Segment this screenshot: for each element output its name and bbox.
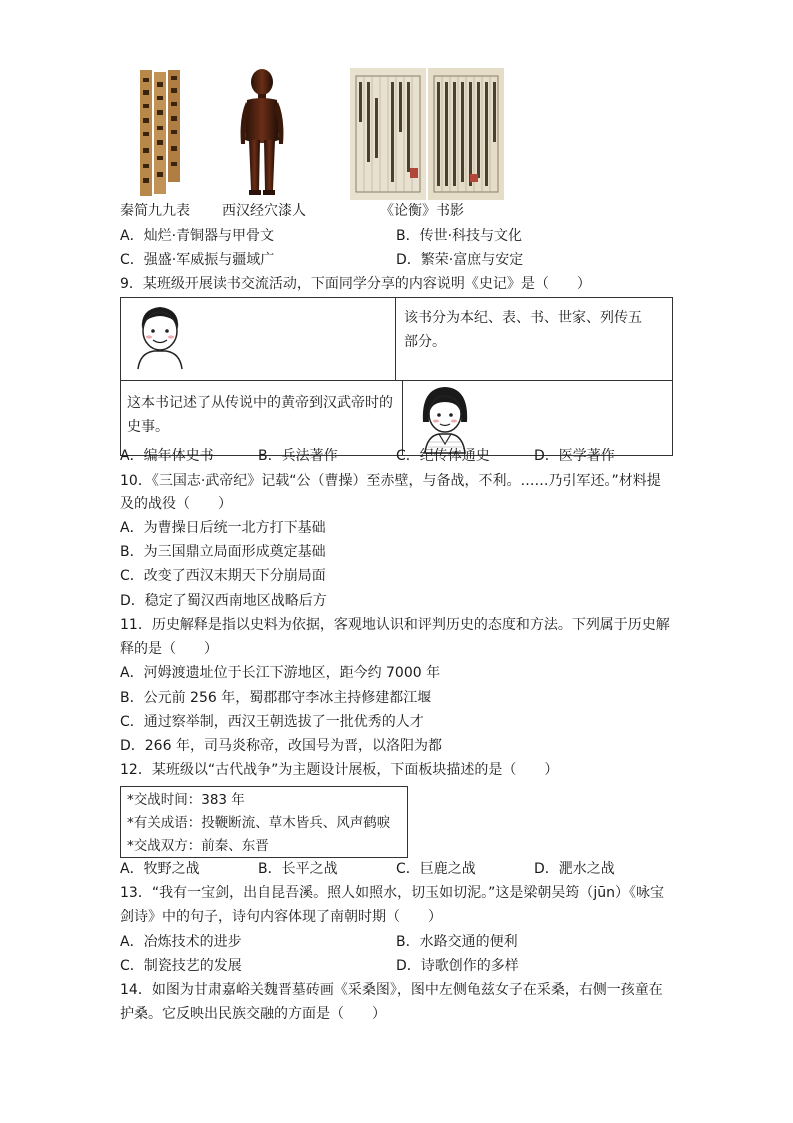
q9-girl-cell — [403, 381, 672, 455]
q13-option-c[interactable]: C．制瓷技艺的发展 — [120, 958, 242, 974]
boy-avatar-icon — [130, 301, 190, 371]
q12-box-line-3: *交战双方：前秦、东晋 — [127, 838, 269, 854]
q9-boy-cell — [121, 298, 396, 381]
q9-row-2 — [121, 381, 673, 456]
caption-lunheng: 《论衡》书影 — [380, 203, 464, 219]
q13-stem-line-1: 13．“我有一宝剑，出自昆吾溪。照人如照水，切玉如切泥。”这是梁朝吴筠（jūn）《咏宝 — [120, 885, 664, 901]
q12-box-line-1: *交战时间：383 年 — [127, 792, 245, 808]
q9-speech-1-cell — [396, 298, 673, 381]
q14-stem-line-2: 护桑。它反映出民族交融的方面是（ ） — [120, 1006, 386, 1022]
q8-option-a[interactable]: A．灿烂·青铜器与甲骨文 — [120, 228, 275, 244]
q11-option-a[interactable]: A．河姆渡遗址位于长江下游地区，距今约 7000 年 — [120, 665, 441, 681]
q10-option-d[interactable]: D．稳定了蜀汉西南地区战略后方 — [120, 593, 327, 609]
q9-option-a[interactable]: A．编年体史书 — [120, 448, 214, 464]
q9-option-d[interactable]: D．医学著作 — [534, 448, 615, 464]
q10-option-b[interactable]: B．为三国鼎立局面形成奠定基础 — [120, 544, 326, 560]
q10-option-a[interactable]: A．为曹操日后统一北方打下基础 — [120, 520, 326, 536]
q9-option-b[interactable]: B．兵法著作 — [258, 448, 338, 464]
girl-avatar-icon — [415, 382, 475, 454]
lunheng-book-image — [350, 68, 504, 200]
lacquer-figure-image — [233, 68, 291, 200]
q8-option-d[interactable]: D．繁荣·富庶与安定 — [396, 252, 524, 268]
q14-stem-line-1: 14．如图为甘肃嘉峪关魏晋墓砖画《采桑图》，图中左侧龟兹女子在采桑，右侧一孩童在 — [120, 982, 663, 998]
q11-stem-line-1: 11．历史解释是指以史料为依据，客观地认识和评判历史的态度和方法。下列属于历史解 — [120, 617, 670, 633]
q13-option-b[interactable]: B．水路交通的便利 — [396, 934, 518, 950]
q12-option-b[interactable]: B．长平之战 — [258, 861, 338, 877]
q12-box-line-2: *有关成语：投鞭断流、草木皆兵、风声鹤唳 — [127, 815, 391, 831]
q12-option-c[interactable]: C．巨鹿之战 — [396, 861, 476, 877]
q9-speech-1: 该书分为本纪、表、书、世家、列传五部分。 — [404, 310, 642, 350]
q10-stem-line-1: 10．《三国志·武帝纪》记载“公（曹操）至赤壁，与备战，不利。……乃引军还。”材料提 — [120, 473, 661, 489]
q9-option-c[interactable]: C．纪传体通史 — [396, 448, 490, 464]
q10-option-c[interactable]: C．改变了西汉末期天下分崩局面 — [120, 568, 326, 584]
q11-option-c[interactable]: C．通过察举制，西汉王朝选拔了一批优秀的人才 — [120, 714, 424, 730]
q13-option-d[interactable]: D．诗歌创作的多样 — [396, 958, 519, 974]
q11-option-b[interactable]: B．公元前 256 年，蜀郡郡守李冰主持修建都江堰 — [120, 690, 432, 706]
q13-stem-line-2: 剑诗》中的句子，诗句内容体现了南朝时期（ ） — [120, 909, 442, 925]
q11-stem-line-2: 释的是（ ） — [120, 641, 218, 657]
caption-qin-slips: 秦简九九表 — [120, 203, 190, 219]
q12-option-a[interactable]: A．牧野之战 — [120, 861, 200, 877]
q12-stem: 12．某班级以“古代战争”为主题设计展板，下面板块描述的是（ ） — [120, 762, 559, 778]
q12-option-d[interactable]: D．淝水之战 — [534, 861, 615, 877]
q9-speech-2: 这本书记述了从传说中的黄帝到汉武帝时的史事。 — [127, 395, 393, 435]
q9-speech-2-cell — [121, 381, 403, 455]
q8-option-c[interactable]: C．强盛·军威振与疆域广 — [120, 252, 275, 268]
q10-stem-line-2: 及的战役（ ） — [120, 496, 232, 512]
caption-lacquer-figure: 西汉经穴漆人 — [222, 203, 306, 219]
q9-stem: 9．某班级开展读书交流活动，下面同学分享的内容说明《史记》是（ ） — [120, 276, 591, 292]
q13-option-a[interactable]: A．冶炼技术的进步 — [120, 934, 242, 950]
q12-info-box — [120, 786, 408, 858]
q9-dialogue-table — [120, 297, 673, 456]
q11-option-d[interactable]: D．266 年，司马炎称帝，改国号为晋，以洛阳为都 — [120, 738, 442, 754]
q8-option-b[interactable]: B．传世·科技与文化 — [396, 228, 523, 244]
qin-bamboo-slips-image — [138, 68, 184, 198]
